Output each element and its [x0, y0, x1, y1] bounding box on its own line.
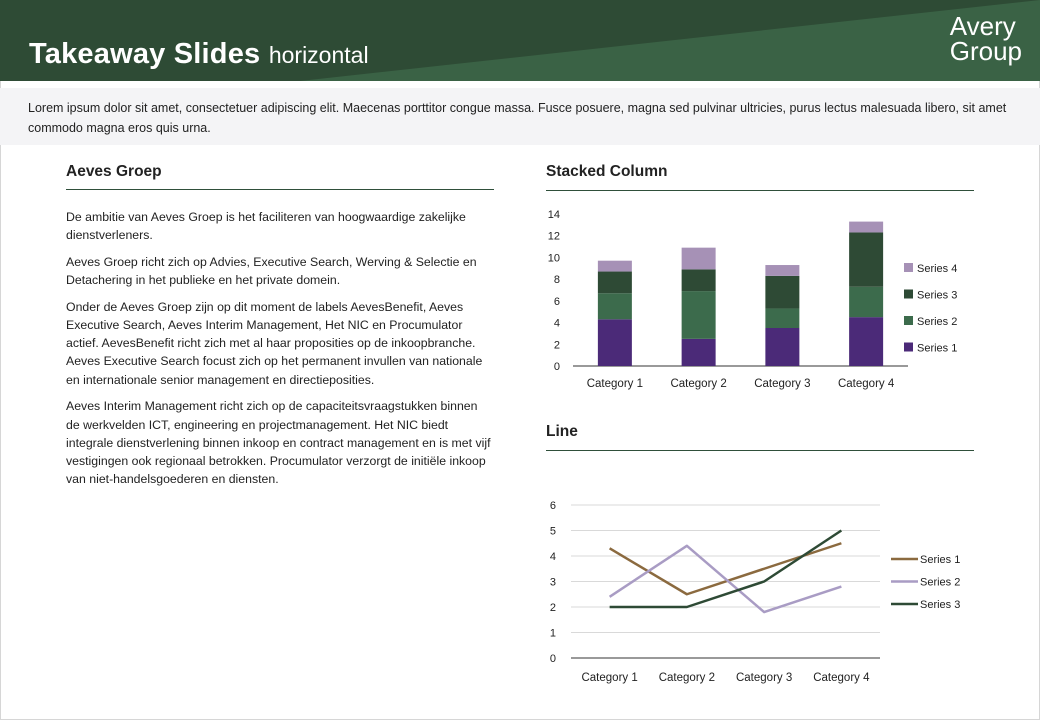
x-tick-label: Category 3	[754, 378, 811, 390]
title-bold: Takeaway Slides	[29, 38, 261, 70]
bar-segment-s3-c1	[598, 272, 632, 294]
company-logo	[949, 11, 1022, 66]
y-tick-label: 5	[549, 525, 556, 538]
legend-label: Series 2	[920, 576, 961, 589]
line-chart-title: Line	[546, 423, 974, 451]
intro-text: Lorem ipsum dolor sit amet, consectetuer adipiscing elit. Maecenas porttitor congue massa. Fusce posuere, magna sed pulvinar ultricies, purus lectus malesuada libero, sit amet commodo magna eros quis urna.	[0, 88, 1040, 145]
line-chart-section	[546, 423, 974, 706]
paragraph: Aeves Interim Management richt zich op de capaciteitsvraagstukken binnen de werkvelden ICT, engineering en projectmanagement. Het NIC biedt integrale dienstverlening binnen inkoop en contract management en is met vijf vestigingen ook regionaal betrokken. Procumulator verzorgt de initiële inkoop van niet-handelsgoederen en diensten.	[66, 399, 491, 487]
x-tick-label: Category 4	[837, 378, 895, 390]
y-tick-label: 3	[549, 576, 556, 589]
x-tick-label: Category 2	[670, 378, 727, 390]
left-section-title: Aeves Groep	[66, 163, 494, 190]
bar-segment-s2-c4	[849, 287, 883, 317]
logo-line-1: Avery	[949, 11, 1016, 41]
y-tick-label: 2	[549, 602, 556, 614]
y-tick-label: 6	[553, 295, 560, 308]
title-light: horizontal	[268, 42, 369, 68]
bar-segment-s4-c3	[765, 265, 799, 276]
bar-segment-s3-c4	[849, 232, 883, 286]
bar-segment-s3-c2	[682, 269, 716, 291]
bar-segment-s1-c1	[598, 319, 632, 366]
y-tick-label: 12	[547, 230, 560, 243]
x-tick-label: Category 4	[813, 672, 870, 684]
paragraph: De ambitie van Aeves Groep is het faciliteren van hoogwaardige zakelijke dienstverleners.	[66, 210, 466, 243]
bar-chart-title: Stacked Column	[546, 163, 974, 191]
x-tick-label: Category 1	[586, 378, 644, 390]
legend-label: Series 3	[920, 599, 961, 611]
bar-segment-s2-c2	[682, 291, 716, 339]
bar-segment-s2-c1	[598, 293, 632, 319]
x-tick-label: Category 1	[581, 672, 638, 684]
y-tick-label: 10	[547, 252, 560, 265]
legend-swatch	[904, 263, 913, 272]
bar-segment-s4-c4	[849, 222, 883, 233]
legend-label: Series 1	[917, 342, 958, 355]
x-tick-label: Category 3	[735, 672, 793, 684]
y-tick-label: 0	[549, 653, 556, 665]
stacked-column-chart	[546, 191, 974, 431]
paragraph: Onder de Aeves Groep zijn op dit moment de labels AevesBenefit, Aeves Executive Search, Aeves Interim Management, Het NIC en Procumulator actief. AevesBenefit richt zich met al haar proposities op de inkoopbranche. Aeves Executive Search focust zich op het permanent invullen van nationale en internationale senior management en directieposities.	[66, 299, 483, 387]
left-body	[66, 208, 494, 488]
logo-line-2: Group	[949, 36, 1022, 66]
legend-label: Series 4	[917, 263, 958, 275]
bar-segment-s4-c1	[598, 261, 632, 272]
y-tick-label: 14	[547, 209, 560, 221]
legend-label: Series 2	[917, 316, 958, 328]
slide-title	[29, 38, 369, 71]
bar-segment-s1-c2	[682, 339, 716, 366]
legend-swatch	[904, 316, 913, 325]
series-1-line	[610, 543, 842, 594]
left-column	[66, 163, 494, 497]
line-chart	[546, 451, 974, 701]
y-tick-label: 0	[553, 361, 560, 373]
stacked-column-chart-section	[546, 163, 974, 436]
y-tick-label: 6	[549, 500, 556, 512]
legend-label: Series 3	[917, 289, 958, 302]
x-tick-label: Category 2	[658, 672, 716, 684]
bar-segment-s1-c4	[849, 317, 883, 366]
y-tick-label: 4	[553, 317, 560, 330]
y-tick-label: 1	[549, 627, 556, 640]
bar-segment-s3-c3	[765, 276, 799, 309]
bar-segment-s1-c3	[765, 328, 799, 366]
y-tick-label: 2	[553, 339, 560, 352]
legend-label: Series 1	[920, 554, 961, 566]
y-tick-label: 4	[549, 551, 556, 563]
slide-header	[0, 0, 1040, 81]
paragraph: Aeves Groep richt zich op Advies, Executive Search, Werving & Selectie en Detachering in het publieke en het private domein.	[66, 254, 477, 288]
legend-swatch	[904, 290, 913, 299]
y-tick-label: 8	[553, 274, 560, 287]
bar-segment-s2-c3	[765, 308, 799, 328]
bar-segment-s4-c2	[682, 248, 716, 270]
legend-swatch	[904, 343, 913, 352]
